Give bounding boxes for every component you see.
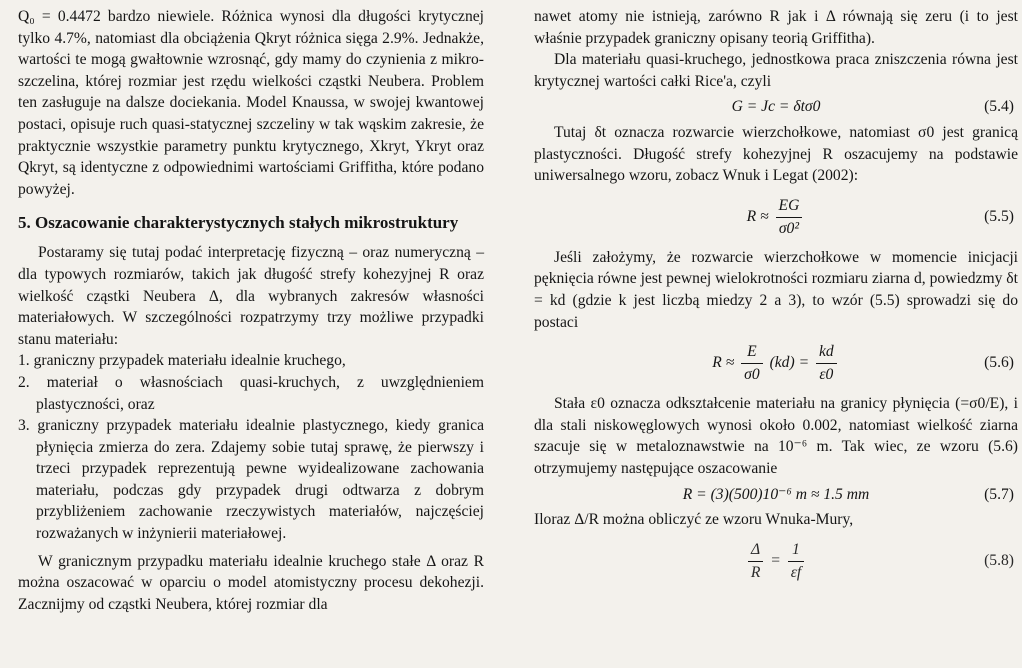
fraction-numerator: E bbox=[741, 341, 763, 364]
fraction-numerator: EG bbox=[776, 195, 803, 218]
equation-lhs: R ≈ bbox=[712, 354, 735, 372]
fraction-denominator: σ0 bbox=[744, 366, 760, 384]
equation-5-5 bbox=[534, 191, 1018, 243]
fraction-denominator: σ0² bbox=[778, 219, 800, 237]
paragraph-interpretation: Postaramy się tutaj podać interpretację fizyczną – oraz numeryczną – dla typowych rozmiarów, takich jak długość strefy kohezyjnej R oraz wielkość cząstki Neubera Δ, dla wybranych zakresów własności materiałowych. W szczególności rozpatrzymy trzy możliwe przypadki stanu materiału: bbox=[18, 244, 484, 348]
fraction bbox=[776, 195, 803, 240]
fraction bbox=[788, 539, 804, 584]
material-cases-list bbox=[18, 350, 484, 544]
paragraph-continued: nawet atomy nie istnieją, zarówno R jak i Δ równają się zeru (i to jest właśnie przypadek graniczny opisany teorią Griffitha). bbox=[534, 8, 1018, 47]
equation-number: (5.4) bbox=[984, 98, 1014, 116]
fraction bbox=[748, 539, 764, 584]
equation-body: G = Jc = δtσ0 bbox=[731, 98, 821, 116]
paragraph-ratio: Iloraz Δ/R można obliczyć ze wzoru Wnuka-Mury, bbox=[534, 511, 854, 529]
paragraph-yield-strain: Stała ε0 oznacza odkształcenie materiału na granicy płynięcia (=σ0/E), i dla stali niskowęglowych wynosi około 0.002, natomiast wielkość ziarna szacuje się w metaloznawstwie na 10⁻⁶ m. Tak wiec, ze wzoru (5.6) otrzymujemy następujące oszacowanie bbox=[534, 395, 1018, 477]
equation-lhs: R ≈ bbox=[746, 207, 769, 225]
fraction bbox=[816, 341, 837, 386]
equation-number: (5.8) bbox=[984, 551, 1014, 569]
fraction bbox=[741, 341, 763, 386]
equation-number: (5.6) bbox=[984, 354, 1014, 372]
equation-number: (5.5) bbox=[984, 207, 1014, 225]
equation-5-6 bbox=[534, 337, 1018, 389]
fraction-denominator: ε0 bbox=[819, 366, 834, 384]
paragraph-quasi-brittle: Dla materiału quasi-kruchego, jednostkowa praca zniszczenia równa jest krytycznej wartości całki Rice'a, czyli bbox=[534, 51, 1018, 90]
equation-number: (5.7) bbox=[984, 485, 1014, 503]
paragraph-brittle: W granicznym przypadku materiału idealnie kruchego stałe Δ oraz R można oszacować w oparciu o model atomistyczny procesu dekohezji. Zacznijmy od cząstki Neubera, której rozmiar dla bbox=[18, 552, 484, 613]
list-item: 2. materiał o własnościach quasi-kruchych, z uwzględnieniem plastyczności, oraz bbox=[18, 373, 484, 413]
paragraph-tip-opening: Tutaj δt oznacza rozwarcie wierzchołkowe, natomiast σ0 jest granicą plastyczności. Długość strefy kohezyjnej R oszacujemy na podstawie uniwersalnego wzoru, zobacz Wnuk i Legat (2002): bbox=[534, 123, 1018, 185]
fraction-numerator: Δ bbox=[748, 539, 764, 562]
equation-middle: = bbox=[770, 551, 781, 569]
equation-middle: (kd) = bbox=[769, 354, 810, 372]
section-heading: 5. Oszacowanie charakterystycznych stałych mikrostruktury bbox=[18, 213, 459, 233]
equation-5-8 bbox=[534, 535, 1018, 587]
fraction-numerator: 1 bbox=[788, 539, 804, 562]
left-column bbox=[18, 6, 484, 615]
list-item: 1. graniczny przypadek materiału idealnie kruchego, bbox=[18, 352, 346, 370]
fraction-denominator: R bbox=[750, 563, 761, 581]
paragraph-assumption: Jeśli założymy, że rozwarcie wierzchołkowe w momencie inicjacji pęknięcia równe jest pewnej wielokrotności rozmiaru ziarna d, powiedzmy δt = kd (gdzie k jest liczbą miedzy 2 a 3), to wzór (5.5) sprowadzi się do postaci bbox=[534, 248, 1018, 331]
right-column bbox=[534, 6, 1018, 591]
list-item: 3. graniczny przypadek materiału idealnie plastycznego, kiedy granica płynięcia zmierza do zera. Zdajemy sobie tutaj sprawę, że pierwszy i trzeci przypadek reprezentują pewne wyidealizowane zachowania materiału, podczas gdy przypadek drugi odtwarza z dobrym przybliżeniem zachowanie rzeczywistych materiałów, najczęściej rozważanych w inżynierii materiałowej. bbox=[18, 417, 484, 543]
equation-5-4 bbox=[534, 96, 1018, 118]
equation-body: R = (3)(500)10⁻⁶ m ≈ 1.5 mm bbox=[682, 485, 870, 503]
paragraph-intro: Q₀ = 0.4472 bardzo niewiele. Różnica wynosi dla długości krytycznej tylko 4.7%, natomiast dla obciążenia Qkryt różnica sięga 2.9%. Jednakże, wartości te mogą gwałtownie wzrosnąć, gdy mamy do czynienia z mikro-szczelina, której rozmiar jest rzędu wielkości cząstki Neubera. Problem ten zasługuje na dalsze dociekania. Model Knaussa, w swojej kwantowej postaci, opisuje ruch quasi-statycznej szczeliny w tak wąskim zakresie, że praktycznie wszystkie parametry punktu krytycznego, Xkryt, Ykryt oraz Qkryt, są identyczne z odpowiednimi wartościami Griffitha, które podano powyżej. bbox=[18, 8, 484, 198]
fraction-denominator: εf bbox=[790, 563, 802, 581]
equation-5-7 bbox=[534, 484, 1018, 506]
fraction-numerator: kd bbox=[816, 341, 837, 364]
